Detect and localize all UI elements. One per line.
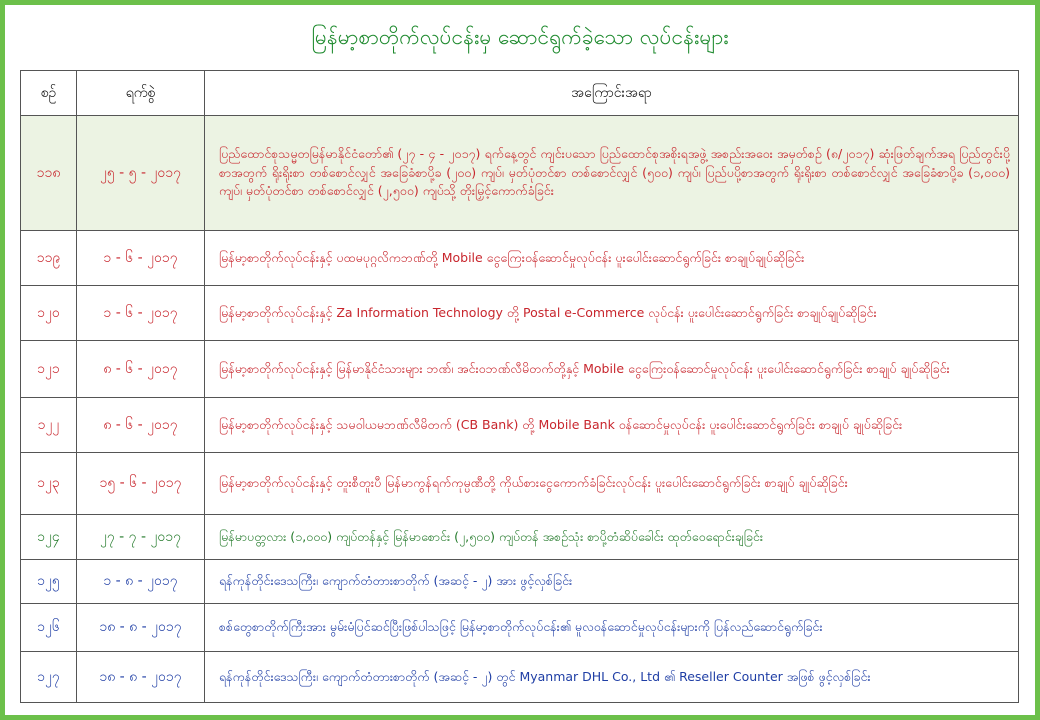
table-row — [21, 604, 1019, 652]
page-title: မြန်မာ့စာတိုက်လုပ်ငန်းမှ ဆောင်ရွက်ခဲ့သော လုပ်ငန်းများ — [311, 25, 729, 49]
row-description: မြန်မာပတ္တလား (၁,၀၀၀) ကျပ်တန်နှင့် မြန်မာစောင်း (၂,၅၀၀) ကျပ်တန် အစဉ်သုံး စာပို့တံဆိပ်ခေါင်း ထုတ်ဝေရောင်းချခြင်း — [205, 515, 1019, 560]
table-row — [21, 398, 1019, 453]
row-description: ရန်ကုန်တိုင်းဒေသကြီး၊ ကျောက်တံတားစာတိုက် (အဆင့် - ၂) အား ဖွင့်လှစ်ခြင်း — [205, 560, 1019, 604]
table-row — [21, 560, 1019, 604]
row-number: ၁၂၅ — [21, 560, 77, 604]
row-description: မြန်မာ့စာတိုက်လုပ်ငန်းနှင့် သမဝါယမဘဏ်လီမိတက် (CB Bank) တို့ Mobile Bank ဝန်ဆောင်မှုလုပ်ငန်း ပူးပေါင်းဆောင်ရွက်ခြင်း စာချုပ် ချုပ်ဆိုခြင်း — [205, 398, 1019, 453]
activities-table — [20, 70, 1019, 703]
row-date: ၁၈ - ၈ - ၂၀၁၇ — [77, 652, 205, 703]
row-date: ၂၇ - ၇ - ၂၀၁၇ — [77, 515, 205, 560]
table-row — [21, 286, 1019, 341]
table-row — [21, 116, 1019, 231]
row-description: စစ်တွေစာတိုက်ကြီးအား မွမ်းမံပြင်ဆင်ပြီးဖြစ်ပါသဖြင့် မြန်မာ့စာတိုက်လုပ်ငန်း၏ မူလဝန်ဆောင်မှုလုပ်ငန်းများကို ပြန်လည်ဆောင်ရွက်ခြင်း — [205, 604, 1019, 652]
header-description: အကြောင်းအရာ — [205, 71, 1019, 116]
row-date: ၂၅ - ၅ - ၂၀၁၇ — [77, 116, 205, 231]
row-number: ၁၂၁ — [21, 341, 77, 398]
row-date: ၈ - ၆ - ၂၀၁၇ — [77, 398, 205, 453]
row-number: ၁၁၉ — [21, 231, 77, 286]
row-date: ၁ - ၆ - ၂၀၁၇ — [77, 231, 205, 286]
row-number: ၁၂၃ — [21, 453, 77, 515]
row-date: ၁၈ - ၈ - ၂၀၁၇ — [77, 604, 205, 652]
table-row — [21, 453, 1019, 515]
row-date: ၁ - ၆ - ၂၀၁၇ — [77, 286, 205, 341]
row-number: ၁၂၆ — [21, 604, 77, 652]
row-description: မြန်မာ့စာတိုက်လုပ်ငန်းနှင့် Za Information Technology တို့ Postal e-Commerce လုပ်ငန်း ပူးပေါင်းဆောင်ရွက်ခြင်း စာချုပ်ချုပ်ဆိုခြင်း — [205, 286, 1019, 341]
row-date: ၈ - ၆ - ၂၀၁၇ — [77, 341, 205, 398]
table-row — [21, 341, 1019, 398]
row-number: ၁၂၂ — [21, 398, 77, 453]
table-header-row — [21, 71, 1019, 116]
row-date: ၁၅ - ၆ - ၂၀၁၇ — [77, 453, 205, 515]
header-date: ရက်စွဲ — [77, 71, 205, 116]
header-no: စဉ် — [21, 71, 77, 116]
row-date: ၁ - ၈ - ၂၀၁၇ — [77, 560, 205, 604]
row-description: မြန်မာ့စာတိုက်လုပ်ငန်းနှင့် ပထမပုဂ္ဂလိကဘဏ်တို့ Mobile ငွေကြေးဝန်ဆောင်မှုလုပ်ငန်း ပူးပေါင်းဆောင်ရွက်ခြင်း စာချုပ်ချုပ်ဆိုခြင်း — [205, 231, 1019, 286]
table-row — [21, 652, 1019, 703]
row-number: ၁၂၇ — [21, 652, 77, 703]
row-description: ပြည်ထောင်စုသမ္မတမြန်မာနိုင်ငံတော်၏ (၂၇ - ၄ - ၂၀၁၇) ရက်နေ့တွင် ကျင်းပသော ပြည်ထောင်စုအစိုးရအဖွဲ့ အစည်းအဝေး အမှတ်စဉ် (၈/၂၀၁၇) ဆုံးဖြတ်ချက်အရ ပြည်တွင်းပို့စာအတွက် ရိုးရိုးစာ တစ်စောင်လျှင် အခြေခံစာပို့ခ (၂၀၀) ကျပ်၊ မှတ်ပုံတင်စာ တစ်စောင်လျှင် (၅၀၀) ကျပ်၊ ပြည်ပပို့စာအတွက် ရိုးရိုးစာ တစ်စောင်လျှင် အခြေခံစာပို့ခ (၁,၀၀၀) ကျပ်၊ မှတ်ပုံတင်စာ တစ်စောင်လျှင် (၂,၅၀၀) ကျပ်သို့ တိုးမြှင့်ကောက်ခံခြင်း — [205, 116, 1019, 231]
row-description: မြန်မာ့စာတိုက်လုပ်ငန်းနှင့် တူးစီတူးပီ မြန်မာကွန်ရက်ကုမ္ပဏီတို့ ကိုယ်စားငွေကောက်ခံခြင်းလုပ်ငန်း ပူးပေါင်းဆောင်ရွက်ခြင်း စာချုပ် ချုပ်ဆိုခြင်း — [205, 453, 1019, 515]
row-number: ၁၁၈ — [21, 116, 77, 231]
row-description: ရန်ကုန်တိုင်းဒေသကြီး၊ ကျောက်တံတားစာတိုက် (အဆင့် - ၂) တွင် Myanmar DHL Co., Ltd ၏ Reseller Counter အဖြစ် ဖွင့်လှစ်ခြင်း — [205, 652, 1019, 703]
row-description: မြန်မာ့စာတိုက်လုပ်ငန်းနှင့် မြန်မာနိုင်ငံသားများ ဘဏ်၊ အင်းဝဘဏ်လီမိတက်တို့နှင့် Mobile ငွေကြေးဝန်ဆောင်မှုလုပ်ငန်း ပူးပေါင်းဆောင်ရွက်ခြင်း စာချုပ် ချုပ်ဆိုခြင်း — [205, 341, 1019, 398]
row-number: ၁၂၄ — [21, 515, 77, 560]
table-row — [21, 515, 1019, 560]
table-row — [21, 231, 1019, 286]
row-number: ၁၂၀ — [21, 286, 77, 341]
